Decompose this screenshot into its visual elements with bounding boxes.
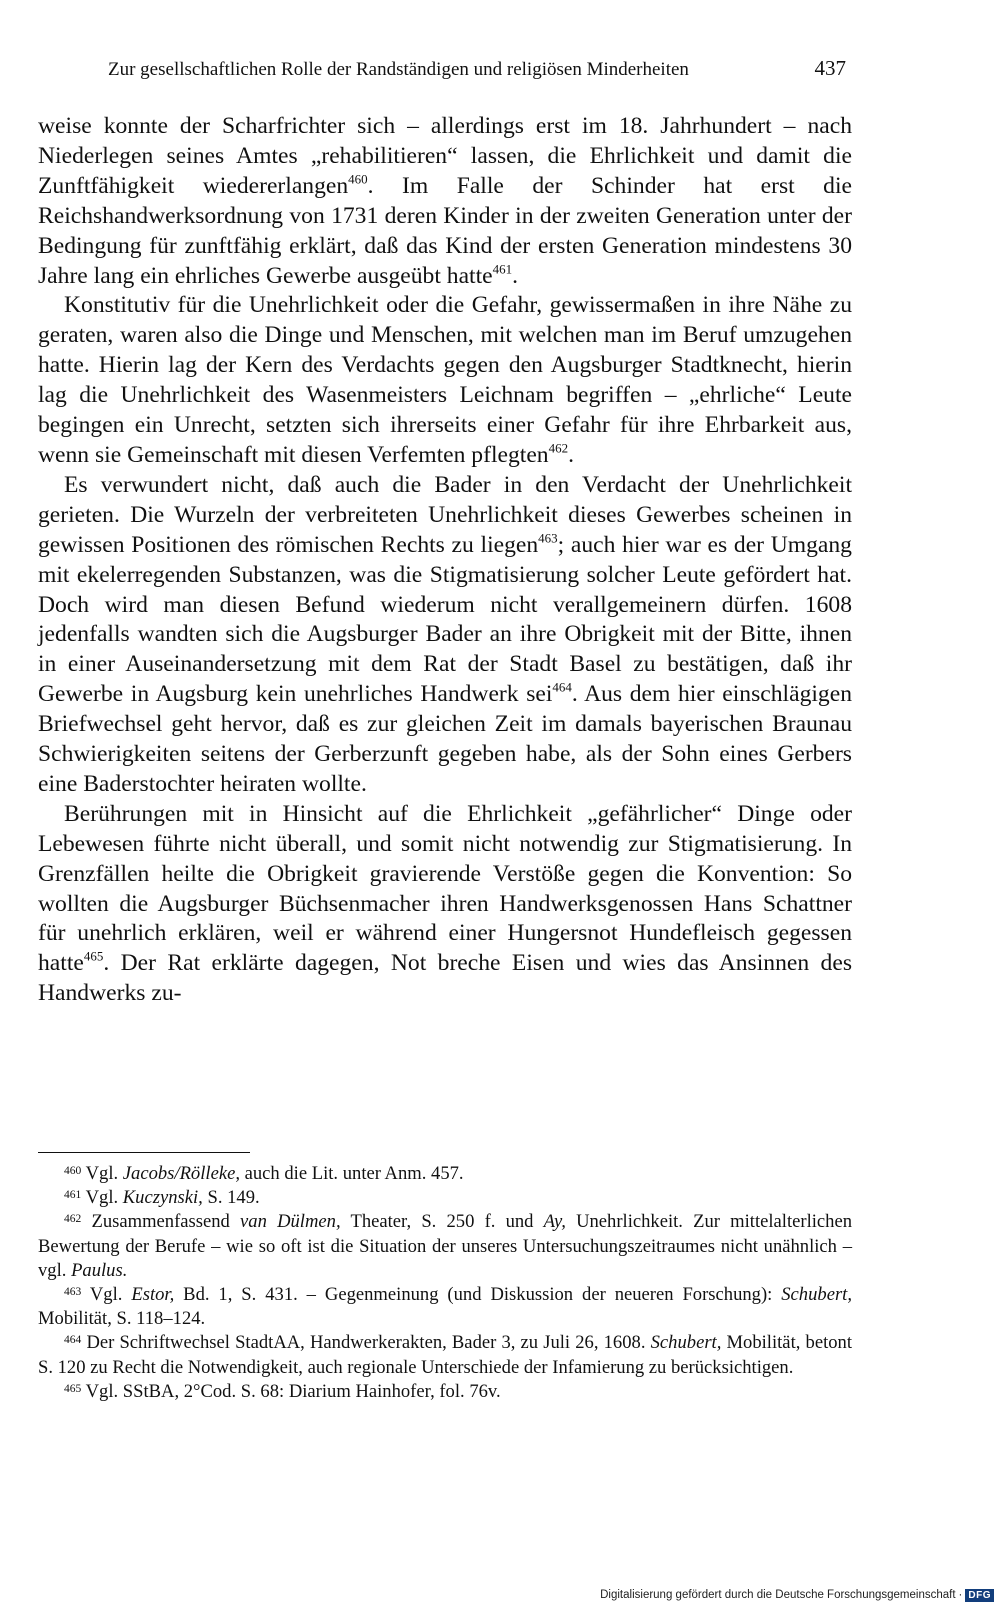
running-title: Zur gesellschaftlichen Rolle der Randständigen und religiösen Minderheiten <box>108 59 689 80</box>
footer-note: Digitalisierung gefördert durch die Deutsche Forschungsgemeinschaft <box>600 1589 956 1601</box>
footnote-reference: 464 <box>552 679 572 695</box>
text-run: Berührungen mit in Hinsicht auf die Ehrlichkeit „gefährlicher“ Dinge oder Lebewesen führte nicht überall, und somit nicht notwendig zur Stigmatisierung. In Grenzfällen heilte die Obrigkeit gravierende Verstöße gegen die Konvention: So wollten die Augsburger Büchsenmacher ihren Handwerksgenossen Hans Schattner für unehrlich erklären, weil er während einer Hungersnot Hundefleisch gegessen hatte <box>38 800 852 977</box>
text-run: Vgl. <box>85 1187 123 1209</box>
text-run: S. 149. <box>202 1187 260 1209</box>
footnote-number: 465 <box>64 1382 82 1395</box>
text-run: . Im Falle der Schinder hat erst die Reichshandwerksordnung von 1731 deren Kinder in der zweiten Generation unter der Bedingung für zunftfähig erklärt, daß das Kind der ersten Generation mindestens 30 Jahre lang ein ehrliches Gewerbe ausgeübt hatte <box>38 172 852 289</box>
text-run: Vgl. <box>85 1163 123 1184</box>
cited-author: Estor, <box>131 1284 175 1306</box>
text-run: weise konnte der Scharfrichter sich – allerdings erst im 18. Jahrhundert – nach Niederlegen seines Amtes „rehabilitieren“ lassen, die Ehrlichkeit und damit die Zunftfähigkeit wiedererlangen <box>38 113 852 199</box>
paragraph <box>38 291 852 470</box>
text-run: Mobilität, S. 118–124. <box>38 1308 206 1330</box>
digitization-footer <box>600 1586 994 1604</box>
cited-author: Ay, <box>543 1211 566 1233</box>
text-run: Vgl. <box>89 1284 132 1306</box>
text-run: Theater, S. 250 f. und <box>340 1211 544 1233</box>
text-run: . Aus dem hier einschlägigen Briefwechsel geht hervor, daß es zur gleichen Zeit im damals bayerischen Braunau Schwierigkeiten seitens der Gerberzunft gegeben habe, als der Sohn eines Gerbers eine Baderstochter heiraten wollte. <box>38 681 852 797</box>
text-run: Konstitutiv für die Unehrlichkeit oder die Gefahr, gewissermaßen in ihre Nähe zu geraten, waren also die Dinge und Menschen, mit welchen man im Beruf umzugehen hatte. Hierin lag der Kern des Verdachts gegen den Augsburger Stadtknecht, hierin lag die Unehrlichkeit des Wasenmeisters Leichnam begriffen – „ehrliche“ Leute begingen ein Unrecht, setzten sich ihrerseits einer Gefahr für ihre Ehrbarkeit aus, wenn sie Gemeinschaft mit diesen Verfemten pflegten <box>38 292 852 468</box>
footnote <box>38 1380 852 1404</box>
running-head <box>108 56 846 86</box>
text-run: Bd. 1, S. 431. – Gegenmeinung (und Diskussion der neueren Forschung): <box>174 1284 782 1306</box>
footnote-reference: 460 <box>348 171 368 187</box>
paragraph <box>38 800 852 1009</box>
text-run: auch die Lit. unter Anm. 457. <box>239 1163 464 1184</box>
footnote <box>38 1210 852 1283</box>
footnote-number: 462 <box>64 1213 82 1226</box>
footnote-number: 460 <box>64 1164 82 1177</box>
footnote-number: 461 <box>64 1189 82 1202</box>
body-text <box>38 112 852 1009</box>
footnote-number: 464 <box>64 1334 82 1347</box>
text-run: Es verwundert nicht, daß auch die Bader in den Verdacht der Unehrlichkeit gerieten. Die Wurzeln der verbreiteten Unehrlichkeit dieses Gewerbes scheinen in gewissen Positionen des römischen Rechts zu liegen <box>38 471 852 558</box>
footnote <box>38 1186 852 1210</box>
text-run: Mobilität, betont S. 120 zu Recht die Notwendigkeit, auch regionale Unterschiede der Infamierung zu berücksichtigen. <box>38 1332 852 1378</box>
cited-author: Schubert, <box>781 1284 852 1306</box>
footnote-number: 463 <box>64 1285 82 1298</box>
text-run: Unehrlichkeit. Zur mittelalterlichen Bewertung der Berufe – wie so oft ist die Situation der unseres Untersuchungszeitraumes nicht unähnlich – vgl. <box>38 1211 853 1281</box>
text-run: . <box>568 441 574 468</box>
text-run: ; auch hier war es der Umgang mit ekelerregenden Substanzen, was die Stigmatisierung solcher Leute gefördert hat. Doch wird man diesen Befund wiederum nicht verallgemeinern dürfen. 1608 jedenfalls wandten sich die Augsburger Bader an ihre Obrigkeit mit der Bitte, ihnen in einer Auseinandersetzung mit dem Rat der Stadt Basel zu bestätigen, daß ihr Gewerbe in Augsburg kein unehrliches Handwerk sei <box>38 531 852 708</box>
footer-separator: · <box>958 1589 963 1601</box>
paragraph <box>38 471 852 800</box>
footnotes <box>38 1162 852 1404</box>
text-run: Vgl. SStBA, 2°Cod. S. 68: Diarium Hainhofer, fol. 76v. <box>85 1380 501 1402</box>
footnote-reference: 463 <box>538 530 558 546</box>
footnote-reference: 462 <box>548 440 569 456</box>
cited-author: Paulus. <box>71 1259 128 1281</box>
text-run: . Der Rat erklärte dagegen, Not breche Eisen und wies das Ansinnen des Handwerks zu- <box>38 950 852 1007</box>
footnote-reference: 461 <box>492 261 513 277</box>
footnote <box>38 1283 852 1331</box>
page-number: 437 <box>814 56 846 80</box>
paragraph <box>38 112 852 291</box>
cited-author: van Dülmen, <box>240 1211 341 1233</box>
footnote-reference: 465 <box>83 949 104 965</box>
dfg-logo-icon: DFG <box>965 1589 994 1602</box>
footnote <box>38 1162 852 1186</box>
text-run: . <box>512 262 518 289</box>
cited-author: Jacobs/Rölleke, <box>122 1163 240 1184</box>
cited-author: Kuczynski, <box>122 1187 203 1209</box>
text-run: Der Schriftwechsel StadtAA, Handwerkerakten, Bader 3, zu Juli 26, 1608. <box>86 1332 651 1354</box>
text-run: Zusammenfassend <box>91 1211 241 1233</box>
footnote-separator <box>38 1152 250 1153</box>
cited-author: Schubert, <box>650 1332 722 1354</box>
footnote <box>38 1331 852 1379</box>
